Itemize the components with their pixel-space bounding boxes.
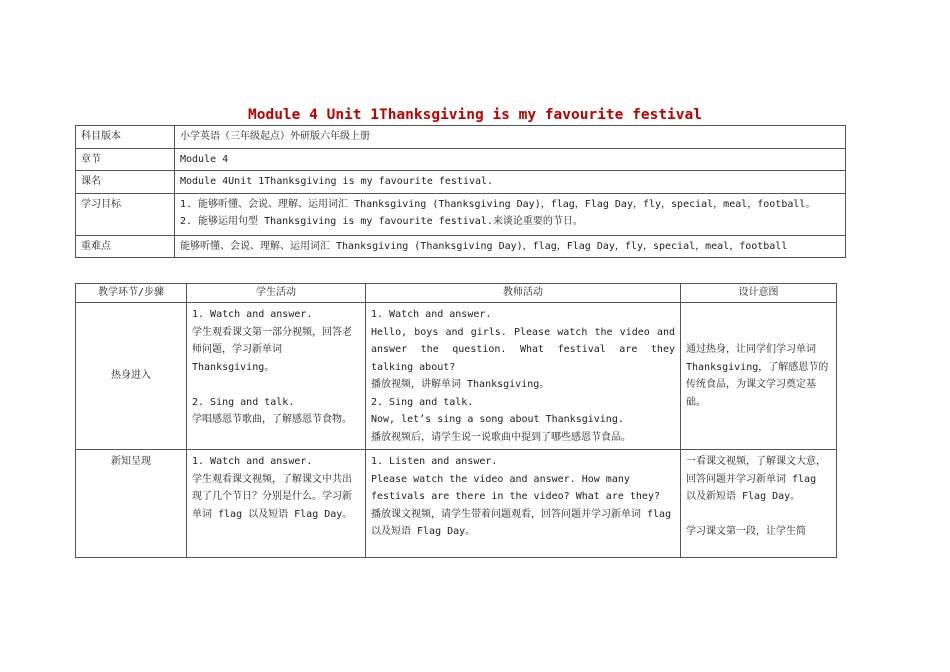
info-label: 章节 [76,148,175,171]
course-info-table [75,125,846,258]
purpose-cell: 通过热身，让同学们学习单词 Thanksgiving，了解感恩节的传统食品，为课文学习奠定基础。 [681,303,837,450]
info-row-key-points [76,235,846,258]
header-teacher: 教师活动 [366,284,681,303]
info-row-objectives [76,193,846,235]
info-label: 科目版本 [76,126,175,149]
lesson-plan-table [75,283,837,558]
document-title: Module 4 Unit 1Thanksgiving is my favourite festival [248,107,702,123]
step-cell: 热身进入 [76,303,187,450]
teacher-activity-cell: 1. Watch and answer. Hello, boys and girls. Please watch the video and answer the question. What festival are they talking about? 播放视频，讲解单词 Thanksgiving。 2. Sing and talk. Now, let’s sing a song about Thanksgiving. 播放视频后，请学生说一说歌曲中提到了哪些感恩节食品。 [366,303,681,450]
lesson-row-warmup [76,303,837,450]
lesson-row-presentation [76,450,837,558]
lesson-header-row [76,284,837,303]
info-label: 课名 [76,171,175,194]
info-row-subject [76,126,846,149]
info-label: 重难点 [76,235,175,258]
info-value: 小学英语（三年级起点）外研版六年级上册 [175,126,846,149]
info-value: 1. 能够听懂、会说、理解、运用词汇 Thanksgiving (Thanksgiving Day)，flag，Flag Day，fly，special，meal，football。 2. 能够运用句型 Thanksgiving is my favourite festival.来谈论重要的节日。 [175,193,846,235]
info-value: 能够听懂、会说、理解、运用词汇 Thanksgiving (Thanksgiving Day)，flag，Flag Day，fly，special，meal，football [175,235,846,258]
teacher-activity-cell: 1. Listen and answer. Please watch the video and answer. How many festivals are there in the video? What are they? 播放课文视频，请学生带着问题观看，回答问题并学习新单词 flag 以及短语 Flag Day。 [366,450,681,558]
student-activity-cell: 1. Watch and answer. 学生观看课文视频，了解课文中共出现了几个节日？分别是什么。学习新单词 flag 以及短语 Flag Day。 [187,450,366,558]
header-student: 学生活动 [187,284,366,303]
info-label: 学习目标 [76,193,175,235]
info-value: Module 4Unit 1Thanksgiving is my favourite festival. [175,171,846,194]
info-row-chapter [76,148,846,171]
info-value: Module 4 [175,148,846,171]
student-activity-cell: 1. Watch and answer. 学生观看课文第一部分视频，回答老师问题，学习新单词 Thanksgiving。 2. Sing and talk. 学唱感恩节歌曲，了解感恩节食物。 [187,303,366,450]
purpose-cell: 一看课文视频，了解课文大意，回答问题并学习新单词 flag 以及新短语 Flag Day。 学习课文第一段，让学生简 [681,450,837,558]
info-row-lesson-name [76,171,846,194]
step-cell: 新知呈现 [76,450,187,558]
header-step: 教学环节/步骤 [76,284,187,303]
header-purpose: 设计意图 [681,284,837,303]
